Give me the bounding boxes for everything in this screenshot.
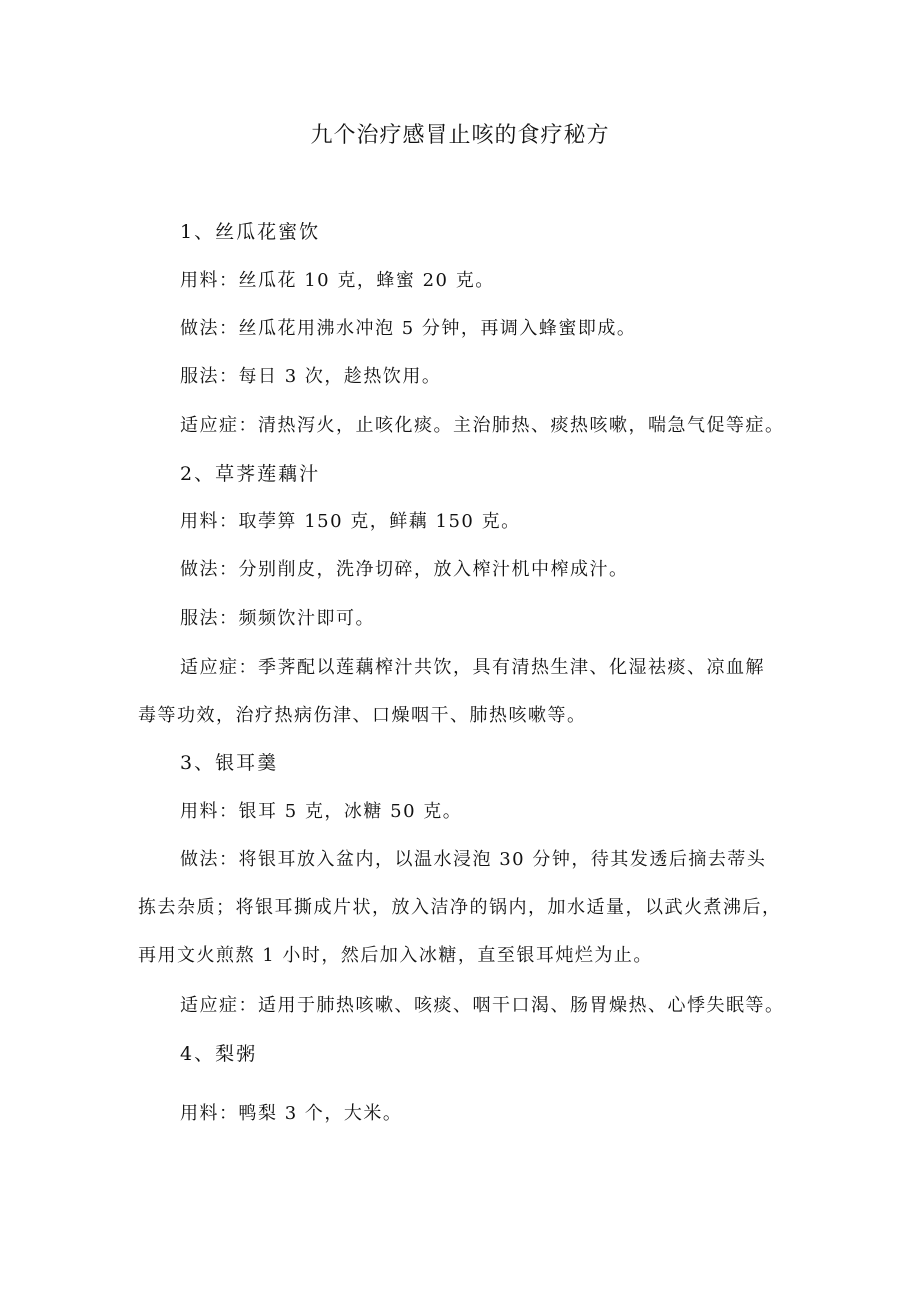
ingredients-line: 用料：丝瓜花 10 克，蜂蜜 20 克。 (180, 270, 495, 291)
method-line: 做法：丝瓜花用沸水冲泡 5 分钟，再调入蜂蜜即成。 (180, 318, 637, 339)
page-title: 九个治疗感冒止咳的食疗秘方 (310, 123, 610, 148)
dosage-line: 服法：每日 3 次，趁热饮用。 (180, 366, 442, 387)
method-line: 做法：将银耳放入盆内，以温水浸泡 30 分钟，待其发透后摘去蒂头 (180, 849, 767, 870)
method-continuation-line: 拣去杂质；将银耳撕成片状，放入洁净的锅内，加水适量，以武火煮沸后， (138, 897, 782, 918)
indication-line: 适应症：清热泻火，止咳化痰。主治肺热、痰热咳嗽，喘急气促等症。 (180, 415, 785, 436)
section-heading: 4、梨粥 (180, 1043, 258, 1065)
section-heading: 3、银耳羹 (180, 752, 279, 774)
ingredients-line: 用料：取荸箅 150 克，鲜藕 150 克。 (180, 511, 521, 532)
section-heading: 2、草荠莲藕汁 (180, 463, 321, 485)
indication-continuation-line: 毒等功效，治疗热病伤津、口燥咽干、肺热咳嗽等。 (138, 705, 587, 726)
section-heading: 1、丝瓜花蜜饮 (180, 221, 321, 243)
indication-line: 适应症：季荠配以莲藕榨汁共饮，具有清热生津、化湿祛痰、凉血解 (180, 657, 765, 678)
method-line: 做法：分别削皮，洗净切碎，放入榨汁机中榨成汁。 (180, 559, 629, 580)
dosage-line: 服法：频频饮汁即可。 (180, 608, 375, 629)
ingredients-line: 用料：银耳 5 克，冰糖 50 克。 (180, 801, 463, 822)
ingredients-line: 用料：鸭梨 3 个，大米。 (180, 1103, 403, 1124)
method-continuation-line: 再用文火煎熬 1 小时，然后加入冰糖，直至银耳炖烂为止。 (138, 945, 653, 966)
indication-line: 适应症：适用于肺热咳嗽、咳痰、咽干口渴、肠胃燥热、心悸失眠等。 (180, 995, 785, 1016)
